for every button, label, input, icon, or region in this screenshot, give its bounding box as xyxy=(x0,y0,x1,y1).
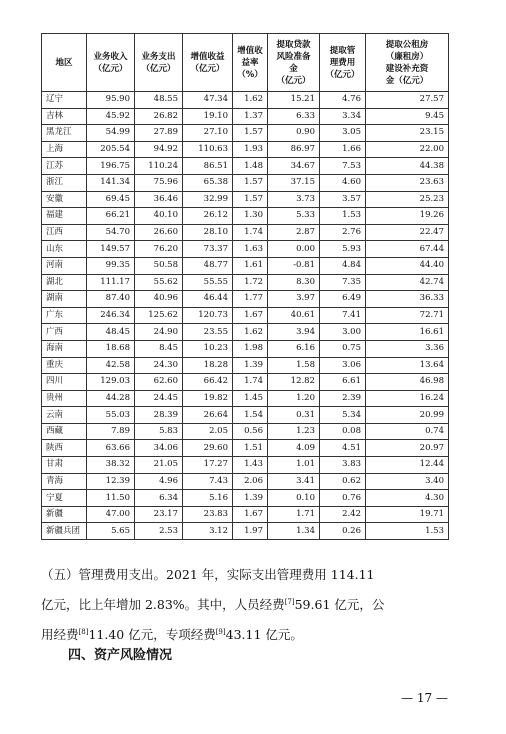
column-header: 提取公租房 （廉租房） 建设补充资 金（亿元） xyxy=(366,34,449,92)
table-row xyxy=(42,490,449,507)
region-cell: 新疆兵团 xyxy=(42,523,87,540)
value-cell: 6.33 xyxy=(268,108,320,125)
table-row xyxy=(42,374,449,391)
region-cell: 重庆 xyxy=(42,357,87,374)
table-row xyxy=(42,440,449,457)
table-row xyxy=(42,307,449,324)
region-stats-table-container xyxy=(41,33,448,540)
value-cell: 26.60 xyxy=(135,224,183,241)
value-cell: 47.34 xyxy=(183,92,233,109)
value-cell: 40.61 xyxy=(268,307,320,324)
value-cell: 66.42 xyxy=(183,374,233,391)
value-cell: 8.45 xyxy=(135,340,183,357)
value-cell: 0.75 xyxy=(320,340,366,357)
value-cell: 19.26 xyxy=(366,208,449,225)
value-cell: 2.87 xyxy=(268,224,320,241)
value-cell: 246.34 xyxy=(87,307,135,324)
value-cell: 4.96 xyxy=(135,473,183,490)
value-cell: 6.16 xyxy=(268,340,320,357)
value-cell: 3.73 xyxy=(268,191,320,208)
value-cell: 5.16 xyxy=(183,490,233,507)
region-cell: 四川 xyxy=(42,374,87,391)
value-cell: 0.10 xyxy=(268,490,320,507)
region-cell: 海南 xyxy=(42,340,87,357)
value-cell: 22.00 xyxy=(366,141,449,158)
table-row xyxy=(42,457,449,474)
value-cell: 24.30 xyxy=(135,357,183,374)
value-cell: 129.03 xyxy=(87,374,135,391)
value-cell: 28.10 xyxy=(183,224,233,241)
table-row xyxy=(42,241,449,258)
value-cell: 20.97 xyxy=(366,440,449,457)
value-cell: 26.64 xyxy=(183,407,233,424)
region-cell: 江苏 xyxy=(42,158,87,175)
table-row xyxy=(42,506,449,523)
value-cell: 21.05 xyxy=(135,457,183,474)
value-cell: 1.67 xyxy=(233,307,268,324)
value-cell: -0.81 xyxy=(268,257,320,274)
value-cell: 12.44 xyxy=(366,457,449,474)
table-body xyxy=(42,92,449,540)
value-cell: 34.67 xyxy=(268,158,320,175)
paragraph-text: 亿元，比上年增加 2.83%。其中，人员经费 xyxy=(41,597,285,612)
region-cell: 黑龙江 xyxy=(42,125,87,142)
paragraph-text: 用经费 xyxy=(41,627,79,642)
value-cell: 0.26 xyxy=(320,523,366,540)
region-cell: 安徽 xyxy=(42,191,87,208)
value-cell: 48.55 xyxy=(135,92,183,109)
value-cell: 55.03 xyxy=(87,407,135,424)
value-cell: 34.06 xyxy=(135,440,183,457)
region-cell: 宁夏 xyxy=(42,490,87,507)
value-cell: 3.06 xyxy=(320,357,366,374)
column-header: 地区 xyxy=(42,34,87,92)
table-row xyxy=(42,340,449,357)
value-cell: 1.43 xyxy=(233,457,268,474)
region-cell: 新疆 xyxy=(42,506,87,523)
value-cell: 2.06 xyxy=(233,473,268,490)
value-cell: 24.45 xyxy=(135,390,183,407)
paragraph-line-2 xyxy=(41,590,451,620)
value-cell: 55.55 xyxy=(183,274,233,291)
value-cell: 25.23 xyxy=(366,191,449,208)
value-cell: 32.99 xyxy=(183,191,233,208)
value-cell: 125.62 xyxy=(135,307,183,324)
value-cell: 0.56 xyxy=(233,423,268,440)
value-cell: 9.45 xyxy=(366,108,449,125)
column-header: 业务支出 （亿元） xyxy=(135,34,183,92)
table-row xyxy=(42,141,449,158)
value-cell: 2.76 xyxy=(320,224,366,241)
value-cell: 7.35 xyxy=(320,274,366,291)
value-cell: 47.00 xyxy=(87,506,135,523)
value-cell: 7.41 xyxy=(320,307,366,324)
value-cell: 1.74 xyxy=(233,224,268,241)
value-cell: 1.63 xyxy=(233,241,268,258)
value-cell: 1.48 xyxy=(233,158,268,175)
region-cell: 湖南 xyxy=(42,291,87,308)
value-cell: 72.71 xyxy=(366,307,449,324)
value-cell: 1.39 xyxy=(233,490,268,507)
region-cell: 山东 xyxy=(42,241,87,258)
value-cell: 5.33 xyxy=(268,208,320,225)
footnote-marker: [7] xyxy=(284,597,295,606)
value-cell: 48.45 xyxy=(87,324,135,341)
value-cell: 15.21 xyxy=(268,92,320,109)
value-cell: 110.24 xyxy=(135,158,183,175)
value-cell: 120.73 xyxy=(183,307,233,324)
value-cell: 1.67 xyxy=(233,506,268,523)
value-cell: 0.90 xyxy=(268,125,320,142)
value-cell: 86.97 xyxy=(268,141,320,158)
table-row xyxy=(42,523,449,540)
value-cell: 5.83 xyxy=(135,423,183,440)
value-cell: 75.96 xyxy=(135,174,183,191)
value-cell: 17.27 xyxy=(183,457,233,474)
table-row xyxy=(42,174,449,191)
value-cell: 1.93 xyxy=(233,141,268,158)
value-cell: 149.57 xyxy=(87,241,135,258)
value-cell: 67.44 xyxy=(366,241,449,258)
value-cell: 1.53 xyxy=(366,523,449,540)
value-cell: 1.77 xyxy=(233,291,268,308)
value-cell: 73.37 xyxy=(183,241,233,258)
value-cell: 38.32 xyxy=(87,457,135,474)
value-cell: 110.63 xyxy=(183,141,233,158)
value-cell: 23.63 xyxy=(366,174,449,191)
page-number: — 17 — xyxy=(401,691,448,705)
value-cell: 4.30 xyxy=(366,490,449,507)
region-cell: 青海 xyxy=(42,473,87,490)
value-cell: 1.71 xyxy=(268,506,320,523)
region-cell: 贵州 xyxy=(42,390,87,407)
region-cell: 陕西 xyxy=(42,440,87,457)
value-cell: 44.40 xyxy=(366,257,449,274)
value-cell: 1.57 xyxy=(233,174,268,191)
value-cell: 4.09 xyxy=(268,440,320,457)
value-cell: 5.65 xyxy=(87,523,135,540)
table-row xyxy=(42,191,449,208)
table-row xyxy=(42,158,449,175)
value-cell: 24.90 xyxy=(135,324,183,341)
value-cell: 40.10 xyxy=(135,208,183,225)
value-cell: 3.83 xyxy=(320,457,366,474)
value-cell: 1.23 xyxy=(268,423,320,440)
value-cell: 13.64 xyxy=(366,357,449,374)
value-cell: 40.96 xyxy=(135,291,183,308)
value-cell: 23.17 xyxy=(135,506,183,523)
value-cell: 2.05 xyxy=(183,423,233,440)
table-row xyxy=(42,390,449,407)
region-cell: 甘肃 xyxy=(42,457,87,474)
value-cell: 4.51 xyxy=(320,440,366,457)
region-cell: 吉林 xyxy=(42,108,87,125)
value-cell: 1.98 xyxy=(233,340,268,357)
value-cell: 10.23 xyxy=(183,340,233,357)
value-cell: 1.20 xyxy=(268,390,320,407)
region-cell: 浙江 xyxy=(42,174,87,191)
value-cell: 0.31 xyxy=(268,407,320,424)
value-cell: 1.30 xyxy=(233,208,268,225)
value-cell: 0.00 xyxy=(268,241,320,258)
column-header: 提取贷款 风险准备 金 （亿元） xyxy=(268,34,320,92)
table-row xyxy=(42,125,449,142)
table-row xyxy=(42,274,449,291)
value-cell: 5.93 xyxy=(320,241,366,258)
value-cell: 54.99 xyxy=(87,125,135,142)
value-cell: 3.94 xyxy=(268,324,320,341)
value-cell: 1.51 xyxy=(233,440,268,457)
value-cell: 1.62 xyxy=(233,92,268,109)
value-cell: 44.28 xyxy=(87,390,135,407)
value-cell: 55.62 xyxy=(135,274,183,291)
paragraph-text: 43.11 亿元。 xyxy=(225,627,303,642)
region-cell: 湖北 xyxy=(42,274,87,291)
value-cell: 26.12 xyxy=(183,208,233,225)
region-cell: 江西 xyxy=(42,224,87,241)
value-cell: 4.60 xyxy=(320,174,366,191)
region-cell: 河南 xyxy=(42,257,87,274)
value-cell: 87.40 xyxy=(87,291,135,308)
table-row xyxy=(42,357,449,374)
value-cell: 36.33 xyxy=(366,291,449,308)
value-cell: 22.47 xyxy=(366,224,449,241)
value-cell: 7.43 xyxy=(183,473,233,490)
value-cell: 3.34 xyxy=(320,108,366,125)
value-cell: 1.62 xyxy=(233,324,268,341)
value-cell: 6.34 xyxy=(135,490,183,507)
value-cell: 48.77 xyxy=(183,257,233,274)
column-header: 提取管 理费用 （亿元） xyxy=(320,34,366,92)
value-cell: 0.76 xyxy=(320,490,366,507)
value-cell: 1.66 xyxy=(320,141,366,158)
table-row xyxy=(42,291,449,308)
value-cell: 69.45 xyxy=(87,191,135,208)
value-cell: 66.21 xyxy=(87,208,135,225)
value-cell: 4.84 xyxy=(320,257,366,274)
value-cell: 3.12 xyxy=(183,523,233,540)
value-cell: 94.92 xyxy=(135,141,183,158)
value-cell: 3.41 xyxy=(268,473,320,490)
value-cell: 45.92 xyxy=(87,108,135,125)
value-cell: 95.90 xyxy=(87,92,135,109)
value-cell: 1.58 xyxy=(268,357,320,374)
value-cell: 1.74 xyxy=(233,374,268,391)
value-cell: 23.15 xyxy=(366,125,449,142)
value-cell: 86.51 xyxy=(183,158,233,175)
value-cell: 42.74 xyxy=(366,274,449,291)
table-row xyxy=(42,92,449,109)
value-cell: 27.57 xyxy=(366,92,449,109)
value-cell: 6.61 xyxy=(320,374,366,391)
value-cell: 0.08 xyxy=(320,423,366,440)
table-row xyxy=(42,423,449,440)
value-cell: 1.53 xyxy=(320,208,366,225)
value-cell: 8.30 xyxy=(268,274,320,291)
table-row xyxy=(42,324,449,341)
value-cell: 18.68 xyxy=(87,340,135,357)
column-header: 增值收益 （亿元） xyxy=(183,34,233,92)
value-cell: 99.35 xyxy=(87,257,135,274)
table-row xyxy=(42,407,449,424)
value-cell: 2.53 xyxy=(135,523,183,540)
value-cell: 1.57 xyxy=(233,125,268,142)
value-cell: 1.97 xyxy=(233,523,268,540)
column-header: 增值收 益率 （%） xyxy=(233,34,268,92)
value-cell: 29.60 xyxy=(183,440,233,457)
value-cell: 7.89 xyxy=(87,423,135,440)
value-cell: 12.82 xyxy=(268,374,320,391)
value-cell: 16.24 xyxy=(366,390,449,407)
value-cell: 7.53 xyxy=(320,158,366,175)
table-header-row xyxy=(42,34,449,92)
value-cell: 4.76 xyxy=(320,92,366,109)
value-cell: 46.44 xyxy=(183,291,233,308)
region-cell: 上海 xyxy=(42,141,87,158)
value-cell: 62.60 xyxy=(135,374,183,391)
table-row xyxy=(42,224,449,241)
section-heading: 四、资产风险情况 xyxy=(68,648,173,663)
paragraph-text: 59.61 亿元，公 xyxy=(294,597,385,612)
value-cell: 1.39 xyxy=(233,357,268,374)
value-cell: 46.98 xyxy=(366,374,449,391)
value-cell: 1.57 xyxy=(233,191,268,208)
value-cell: 26.82 xyxy=(135,108,183,125)
value-cell: 20.99 xyxy=(366,407,449,424)
value-cell: 50.58 xyxy=(135,257,183,274)
value-cell: 18.28 xyxy=(183,357,233,374)
value-cell: 19.10 xyxy=(183,108,233,125)
value-cell: 36.46 xyxy=(135,191,183,208)
value-cell: 1.54 xyxy=(233,407,268,424)
value-cell: 19.82 xyxy=(183,390,233,407)
value-cell: 0.74 xyxy=(366,423,449,440)
region-cell: 福建 xyxy=(42,208,87,225)
column-header: 业务收入 （亿元） xyxy=(87,34,135,92)
value-cell: 1.45 xyxy=(233,390,268,407)
table-row xyxy=(42,108,449,125)
value-cell: 1.37 xyxy=(233,108,268,125)
region-cell: 西藏 xyxy=(42,423,87,440)
value-cell: 3.00 xyxy=(320,324,366,341)
table-row xyxy=(42,473,449,490)
value-cell: 23.55 xyxy=(183,324,233,341)
value-cell: 27.10 xyxy=(183,125,233,142)
paragraph-line-1 xyxy=(41,560,451,590)
value-cell: 111.17 xyxy=(87,274,135,291)
value-cell: 3.97 xyxy=(268,291,320,308)
value-cell: 54.70 xyxy=(87,224,135,241)
table-row xyxy=(42,257,449,274)
table-row xyxy=(42,208,449,225)
region-cell: 云南 xyxy=(42,407,87,424)
region-cell: 广东 xyxy=(42,307,87,324)
value-cell: 65.38 xyxy=(183,174,233,191)
region-cell: 辽宁 xyxy=(42,92,87,109)
value-cell: 3.05 xyxy=(320,125,366,142)
region-cell: 广西 xyxy=(42,324,87,341)
value-cell: 23.83 xyxy=(183,506,233,523)
value-cell: 37.15 xyxy=(268,174,320,191)
value-cell: 6.49 xyxy=(320,291,366,308)
value-cell: 1.61 xyxy=(233,257,268,274)
value-cell: 63.66 xyxy=(87,440,135,457)
value-cell: 2.39 xyxy=(320,390,366,407)
value-cell: 19.71 xyxy=(366,506,449,523)
value-cell: 44.38 xyxy=(366,158,449,175)
footnote-marker: [8] xyxy=(78,627,89,636)
value-cell: 28.39 xyxy=(135,407,183,424)
value-cell: 1.34 xyxy=(268,523,320,540)
paragraph-text: （五）管理费用支出。2021 年，实际支出管理费用 114.11 xyxy=(41,567,375,582)
value-cell: 2.42 xyxy=(320,506,366,523)
value-cell: 5.34 xyxy=(320,407,366,424)
value-cell: 1.01 xyxy=(268,457,320,474)
value-cell: 141.34 xyxy=(87,174,135,191)
value-cell: 0.62 xyxy=(320,473,366,490)
value-cell: 12.39 xyxy=(87,473,135,490)
value-cell: 42.58 xyxy=(87,357,135,374)
value-cell: 1.72 xyxy=(233,274,268,291)
value-cell: 205.54 xyxy=(87,141,135,158)
value-cell: 16.61 xyxy=(366,324,449,341)
paragraph-text: 11.40 亿元，专项经费 xyxy=(88,627,216,642)
value-cell: 3.57 xyxy=(320,191,366,208)
footnote-marker: [9] xyxy=(215,627,226,636)
value-cell: 11.50 xyxy=(87,490,135,507)
value-cell: 3.36 xyxy=(366,340,449,357)
value-cell: 3.40 xyxy=(366,473,449,490)
region-stats-table xyxy=(41,33,449,540)
value-cell: 76.20 xyxy=(135,241,183,258)
value-cell: 196.75 xyxy=(87,158,135,175)
value-cell: 27.89 xyxy=(135,125,183,142)
